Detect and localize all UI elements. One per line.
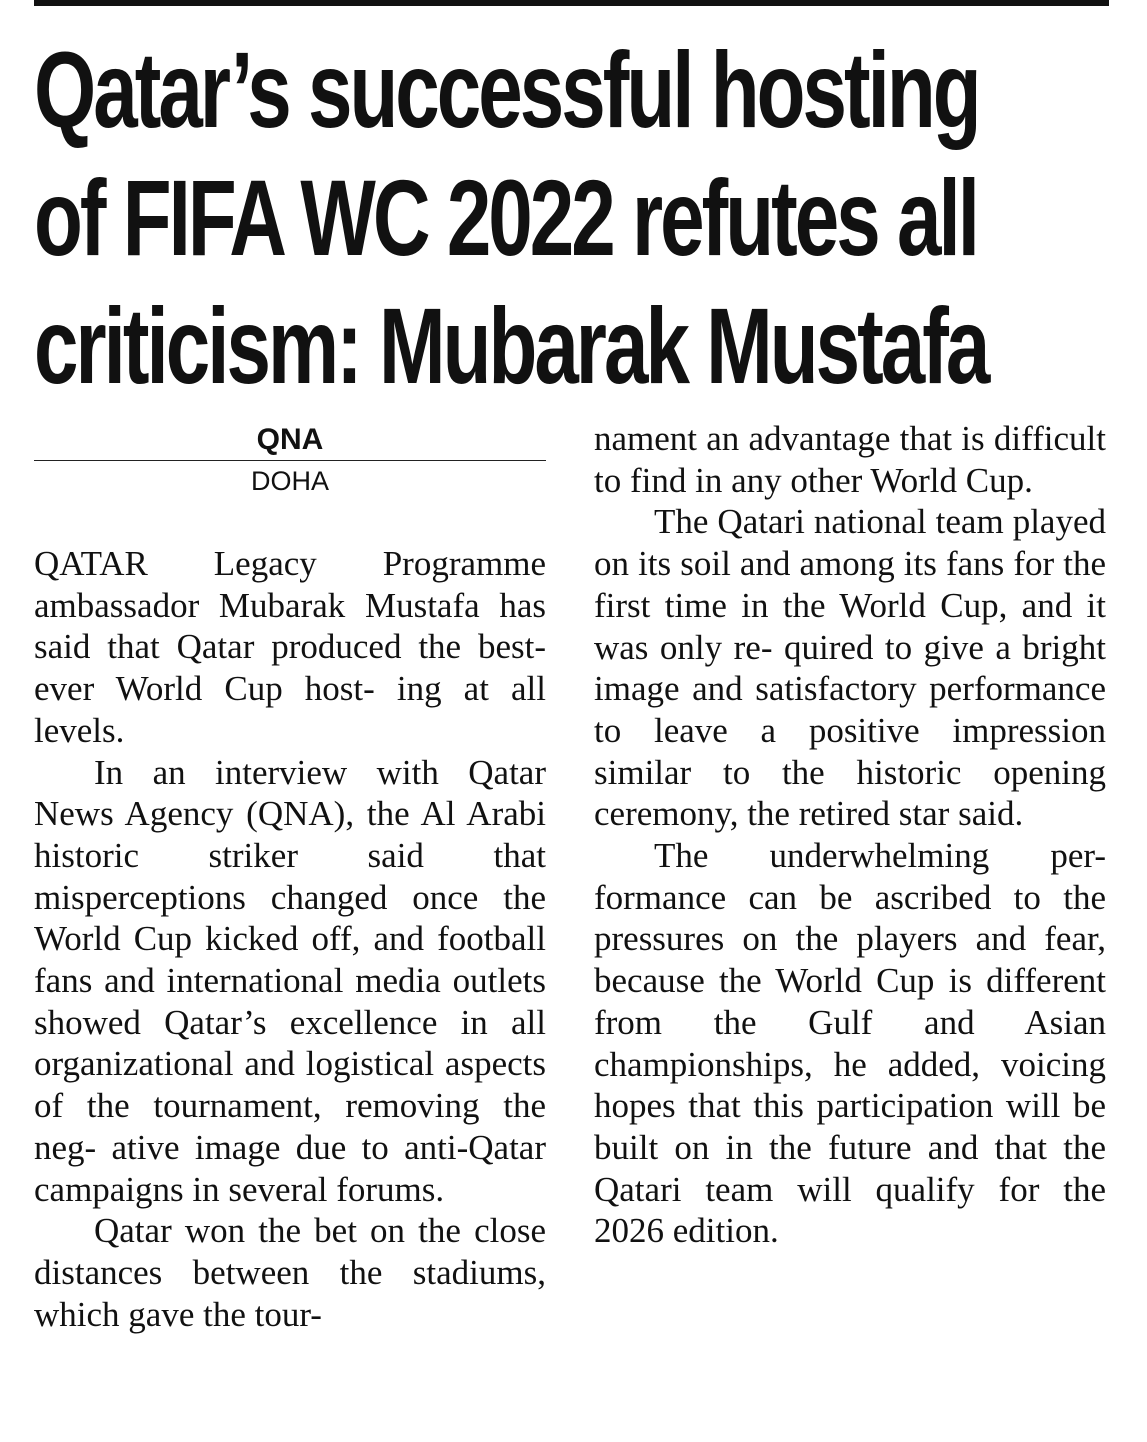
- headline-line-1: Qatar’s successful hosting: [34, 29, 979, 150]
- article-paragraph: Qatar won the bet on the close distances between the stadiums, which gave the tour-: [34, 1211, 546, 1334]
- article-paragraph: In an interview with Qatar News Agency (QNA), the Al Arabi historic striker said that misperceptions changed once the World Cup kicked off, and football fans and international media outlets showed Qatar’s excellence in all organizational and logistical aspects of the tournament, removing the neg- ative image due to anti-Qatar campaigns in several forums.: [34, 752, 546, 1209]
- article-column-2: [594, 418, 1106, 1252]
- byline-dateline: DOHA: [250, 466, 329, 496]
- article-paragraph: The Qatari national team played on its soil and among its fans for the first time in the World Cup, and it was only re- quired to give a bright image and satisfactory performance to leave a positive impression similar to the historic opening ceremony, the retired star said.: [594, 502, 1106, 834]
- top-rule: [34, 0, 1109, 6]
- article-paragraph: nament an advantage that is difficult to find in any other World Cup.: [594, 419, 1106, 500]
- headline-line-3: criticism: Mubarak Mustafa: [34, 285, 988, 406]
- byline: [34, 420, 546, 501]
- headline-line-2: of FIFA WC 2022 refutes all: [34, 157, 978, 278]
- article-column-1: [34, 543, 546, 1335]
- article-paragraph: QATAR Legacy Programme ambassador Mubarak Mustafa has said that Qatar produced the best-ever World Cup host- ing at all levels.: [34, 544, 546, 750]
- article-paragraph: The underwhelming per- formance can be ascribed to the pressures on the players and fear, because the World Cup is different from the Gulf and Asian championships, he added, voicing hopes that this participation will be built on in the future and that the Qatari team will qualify for the 2026 edition.: [594, 836, 1106, 1251]
- byline-agency: QNA: [256, 423, 324, 456]
- headline: [34, 26, 1122, 410]
